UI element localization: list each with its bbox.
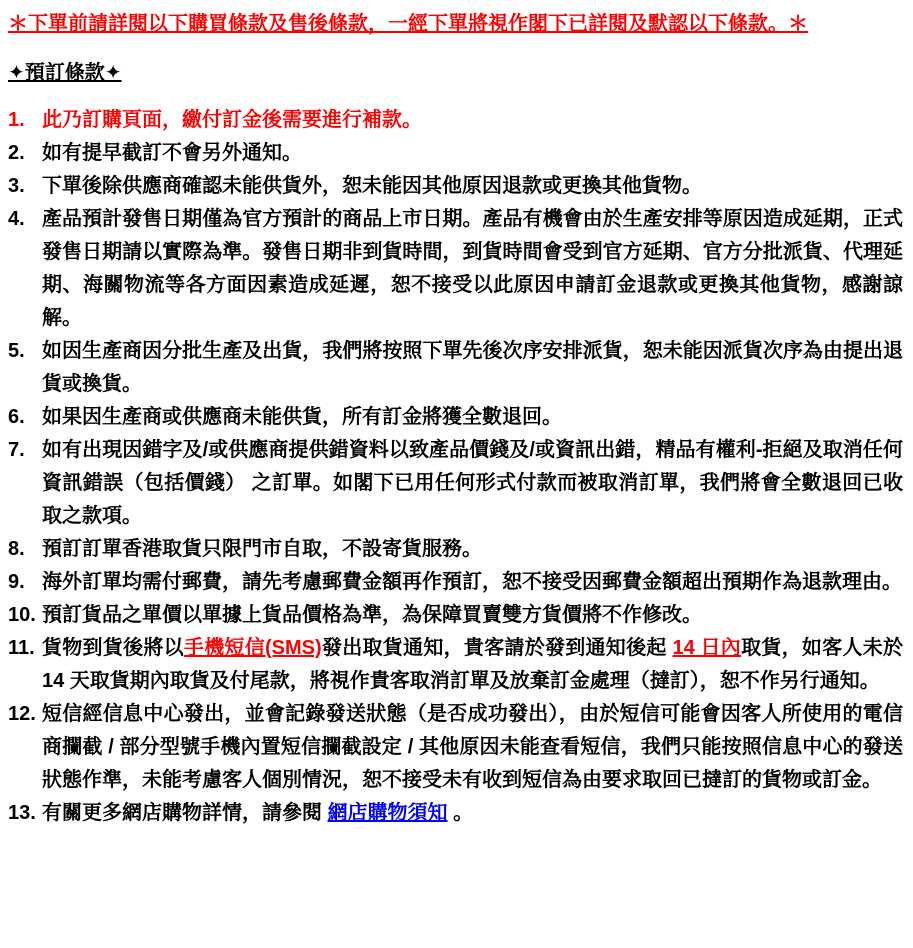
term-item — [8, 698, 903, 797]
term-item-number: 6. — [8, 406, 25, 428]
term-item — [8, 533, 903, 566]
term-text-segment: 。 — [447, 802, 474, 824]
term-item-text — [42, 203, 903, 335]
term-item-text — [42, 335, 903, 401]
term-item — [8, 434, 903, 533]
term-text-segment: 取貨，如客人未於 14 天取貨期內取貨及付尾款，將視作貴客取消訂單及放棄訂金處理（撻訂），恕不作另行通知。 — [42, 637, 903, 692]
term-text-segment: 海外訂單均需付郵費，請先考慮郵費金額再作預訂，恕不接受因郵費金額超出預期作為退款理由。 — [42, 571, 902, 593]
term-text-segment: 預訂訂單香港取貨只限門市自取，不設寄貨服務。 — [42, 538, 482, 560]
term-item-number: 7. — [8, 439, 25, 461]
term-text-segment: 預訂貨品之單價以單據上貨品價格為準，為保障買賣雙方貨價將不作修改。 — [42, 604, 702, 626]
term-item-number: 8. — [8, 538, 25, 560]
term-text-segment: 貨物到貨後將以 — [42, 637, 184, 659]
highlight-red-underline: 手機短信(SMS) — [183, 637, 322, 659]
term-item-text — [42, 137, 903, 170]
term-item-number: 12. — [8, 703, 36, 725]
term-item-number: 2. — [8, 142, 25, 164]
term-item — [8, 335, 903, 401]
term-item-text — [42, 401, 903, 434]
term-item-text — [42, 698, 903, 797]
term-item-number: 4. — [8, 208, 25, 230]
term-text-segment: 短信經信息中心發出，並會記錄發送狀態（是否成功發出），由於短信可能會因客人所使用的電信商攔截 / 部分型號手機內置短信攔截設定 / 其他原因未能查看短信，我們只能按照信息中心的發送狀態作準，未能考慮客人個別情況，恕不接受未有收到短信為由要求取回已撻訂的貨物或訂金。 — [42, 703, 903, 791]
term-item — [8, 599, 903, 632]
term-item-number: 5. — [8, 340, 25, 362]
term-item-number: 1. — [8, 109, 25, 131]
term-item — [8, 104, 903, 137]
term-item — [8, 170, 903, 203]
term-item — [8, 203, 903, 335]
shop-guide-link[interactable]: 網店購物須知 — [327, 802, 448, 824]
section-title-preorder-terms: ✦預訂條款✦ — [8, 62, 122, 84]
term-item-text — [42, 104, 903, 137]
term-item — [8, 797, 903, 830]
term-text-segment: 如因生產商因分批生產及出貨，我們將按照下單先後次序安排派貨，恕未能因派貨次序為由提出退貨或換貨。 — [42, 340, 903, 395]
term-text-segment: 如果因生產商或供應商未能供貨，所有訂金將獲全數退回。 — [42, 406, 562, 428]
term-text-segment: 如有出現因錯字及/或供應商提供錯資料以致產品價錢及/或資訊出錯，精品有權利-拒絕及取消任何資訊錯誤（包括價錢） 之訂單。如閣下已用任何形式付款而被取消訂單，我們將會全數退回已收取之款項。 — [42, 439, 903, 527]
term-item — [8, 632, 903, 698]
term-item-number: 10. — [8, 604, 36, 626]
term-item — [8, 137, 903, 170]
term-item — [8, 566, 903, 599]
terms-list — [8, 104, 903, 830]
term-text-segment: 此乃訂購頁面，繳付訂金後需要進行補款。 — [42, 109, 422, 131]
term-item-text — [42, 170, 903, 203]
term-item-text — [42, 566, 903, 599]
highlight-red-underline: 14 日內 — [672, 637, 742, 659]
term-text-segment: 下單後除供應商確認未能供貨外，恕未能因其他原因退款或更換其他貨物。 — [42, 175, 702, 197]
term-text-segment: 如有提早截訂不會另外通知。 — [42, 142, 302, 164]
term-text-segment: 產品預計發售日期僅為官方預計的商品上市日期。產品有機會由於生產安排等原因造成延期，正式發售日期請以實際為準。發售日期非到貨時間，到貨時間會受到官方延期、官方分批派貨、代理延期、海關物流等各方面因素造成延遲，恕不接受以此原因申請訂金退款或更換其他貨物，感謝諒解。 — [42, 208, 903, 329]
term-text-segment: 有關更多網店購物詳情，請參閱 — [42, 802, 328, 824]
term-item-number: 3. — [8, 175, 25, 197]
term-item — [8, 401, 903, 434]
term-item-text — [42, 797, 903, 830]
term-item-text — [42, 434, 903, 533]
term-item-text — [42, 599, 903, 632]
term-item-text — [42, 533, 903, 566]
purchase-warning-banner: ＊下單前請詳閱以下購買條款及售後條款，一經下單將視作閣下已詳閱及默認以下條款。＊ — [8, 13, 808, 35]
term-text-segment: 發出取貨通知，貴客請於發到通知後起 — [321, 637, 673, 659]
term-item-text — [42, 632, 903, 698]
term-item-number: 13. — [8, 802, 36, 824]
term-item-number: 9. — [8, 571, 25, 593]
term-item-number: 11. — [8, 637, 35, 659]
